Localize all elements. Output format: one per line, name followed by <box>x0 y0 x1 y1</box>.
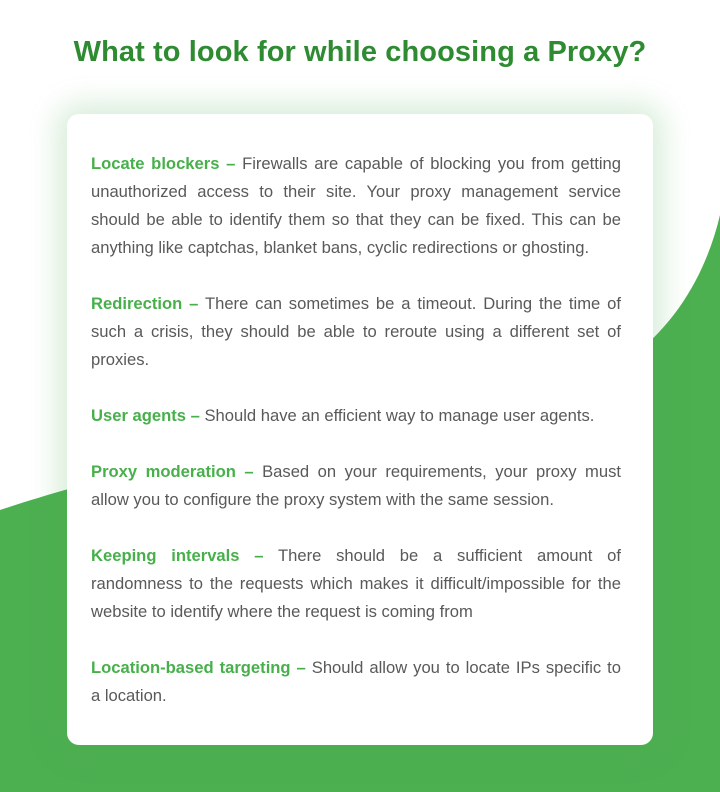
item-text: Based on your requirements, your proxy must allow you to configure the proxy system with the same session. <box>91 462 621 509</box>
item-text: Firewalls are capable of blocking you from getting unauthorized access to their site. Your proxy management service should be able to identify them so that they can be fixed. This can be anything like captchas, blanket bans, cyclic redirections or ghosting. <box>91 154 621 257</box>
item-heading: Redirection – <box>91 294 199 313</box>
list-item-user-agents <box>91 402 621 430</box>
list-item-location-targeting <box>91 654 621 710</box>
list-item-locate-blockers <box>91 150 621 262</box>
item-heading: Location-based targeting – <box>91 658 306 677</box>
item-text: Should have an efficient way to manage user agents. <box>199 406 595 425</box>
item-text: There can sometimes be a timeout. During the time of such a crisis, they should be able to reroute using a different set of proxies. <box>91 294 621 369</box>
content-card <box>67 114 653 745</box>
list-item-proxy-moderation <box>91 458 621 514</box>
item-heading: Locate blockers – <box>91 154 236 173</box>
list-item-keeping-intervals <box>91 542 621 626</box>
list-item-redirection <box>91 290 621 374</box>
page-title: What to look for while choosing a Proxy? <box>73 36 647 68</box>
item-text: There should be a sufficient amount of randomness to the requests which makes it difficult/impossible for the website to identify where the request is coming from <box>91 546 621 621</box>
item-heading: Keeping intervals – <box>91 546 264 565</box>
item-heading: Proxy moderation – <box>91 462 254 481</box>
item-text: Should allow you to locate IPs specific to a location. <box>91 658 622 705</box>
item-heading: User agents – <box>91 406 200 425</box>
